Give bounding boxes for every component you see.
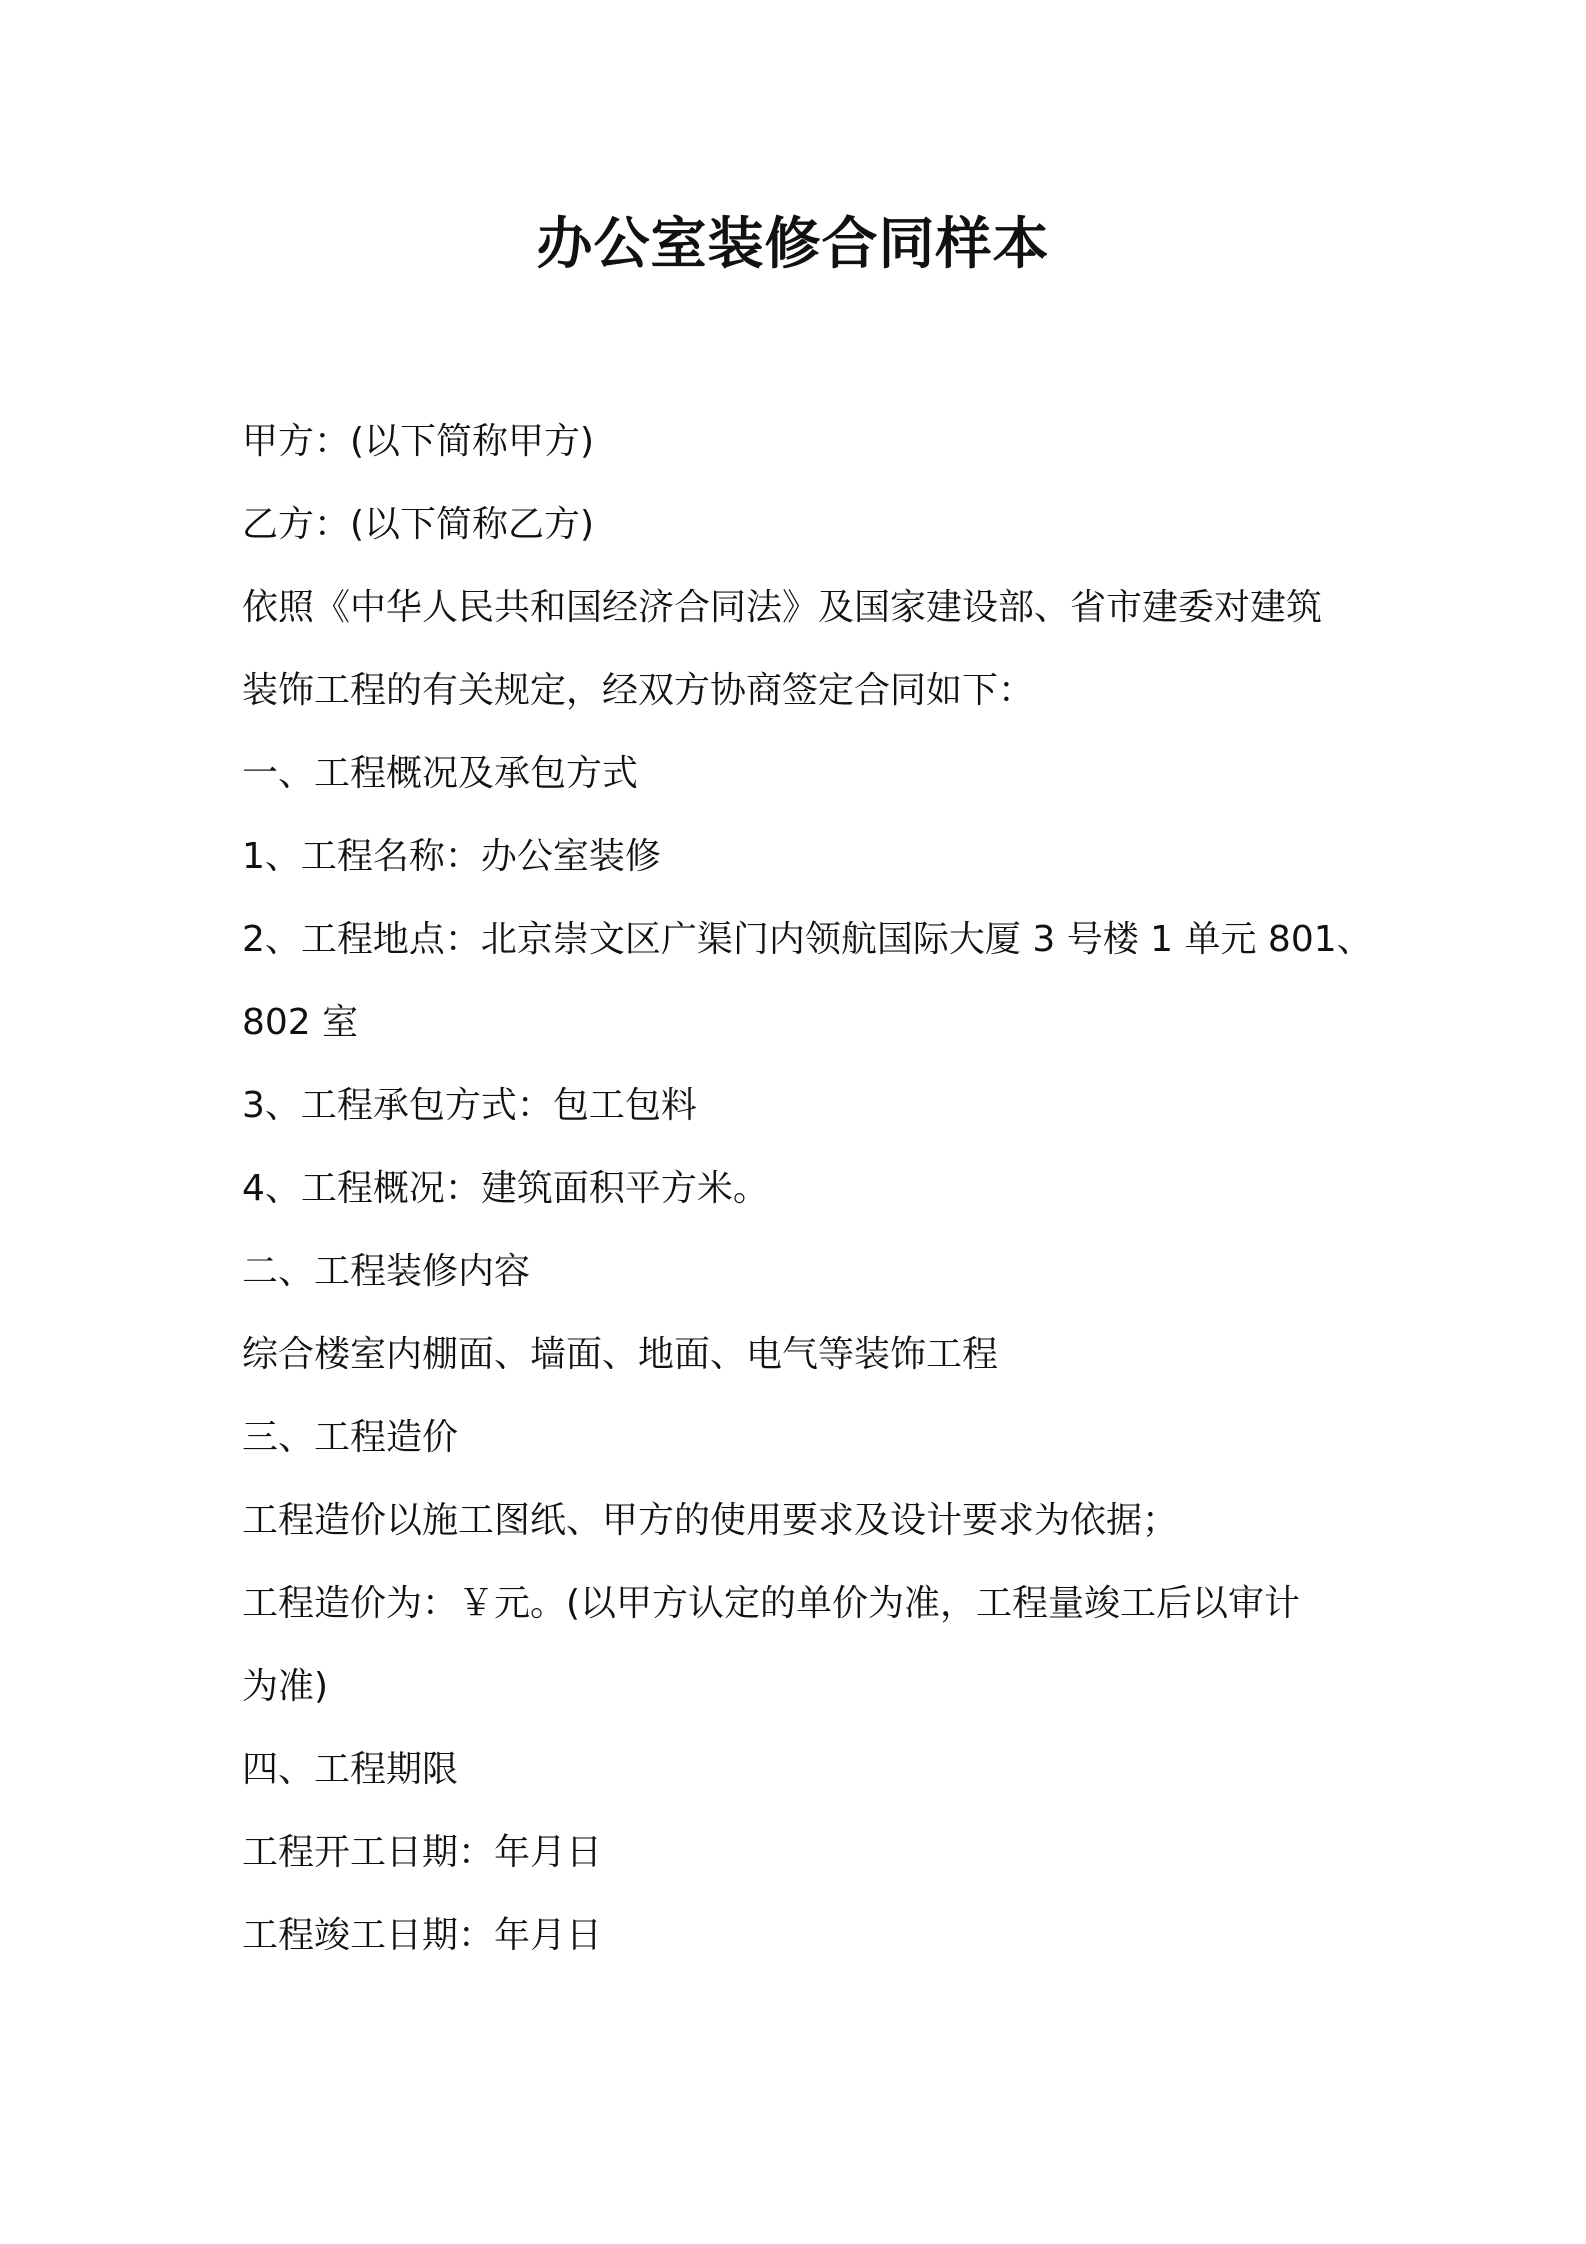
document-body: [242, 400, 1373, 1977]
party-b-line: 乙方：(以下简称乙方): [242, 504, 595, 545]
clause-project-name: 1、工程名称：办公室装修: [242, 836, 661, 877]
clause-cost-amount-cont: 为准): [242, 1666, 329, 1707]
clause-decoration-content: 综合楼室内棚面、墙面、地面、电气等装饰工程: [242, 1334, 999, 1375]
section-heading-3: 三、工程造价: [242, 1417, 459, 1458]
section-heading-2: 二、工程装修内容: [242, 1251, 531, 1292]
clause-start-date: 工程开工日期：年月日: [242, 1832, 603, 1873]
clause-completion-date: 工程竣工日期：年月日: [242, 1915, 603, 1956]
preamble-line-2: 装饰工程的有关规定，经双方协商签定合同如下：: [242, 670, 1035, 711]
clause-project-location: 2、工程地点：北京崇文区广渠门内领航国际大厦 3 号楼 1 单元 801、: [242, 919, 1373, 960]
section-heading-1: 一、工程概况及承包方式: [242, 753, 639, 794]
clause-project-overview: 4、工程概况：建筑面积平方米。: [242, 1168, 769, 1209]
document-title: 办公室装修合同样本: [536, 212, 1050, 277]
clause-project-location-cont: 802 室: [242, 1002, 359, 1043]
party-a-line: 甲方：(以下简称甲方): [242, 421, 595, 462]
section-heading-4: 四、工程期限: [242, 1749, 459, 1790]
clause-cost-basis: 工程造价以施工图纸、甲方的使用要求及设计要求为依据；: [242, 1500, 1179, 1541]
preamble-line-1: 依照《中华人民共和国经济合同法》及国家建设部、省市建委对建筑: [242, 587, 1323, 628]
clause-cost-amount: 工程造价为：￥元。(以甲方认定的单价为准，工程量竣工后以审计: [242, 1583, 1301, 1624]
clause-contract-method: 3、工程承包方式：包工包料: [242, 1085, 697, 1126]
